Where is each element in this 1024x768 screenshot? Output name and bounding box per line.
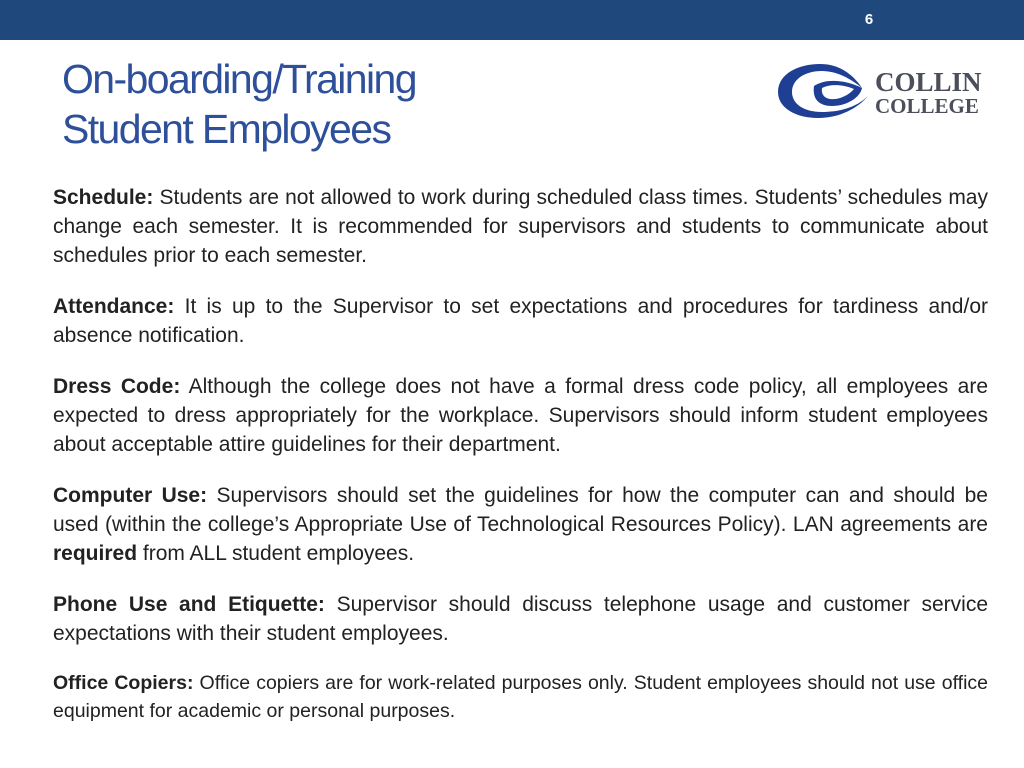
page-number: 6 <box>864 11 874 28</box>
schedule-paragraph <box>53 183 988 270</box>
phone-use-text: Supervisor should discuss telephone usage and customer service expectations with their student employees. <box>53 593 989 645</box>
office-copiers-text: Office copiers are for work-related purposes only. Student employees should not use office equipment for academic or personal purposes. <box>53 672 988 722</box>
collin-college-swoosh-icon <box>778 64 868 118</box>
schedule-label: Schedule: <box>53 186 154 209</box>
logo-text-line-1: COLLIN <box>875 67 982 97</box>
dress-code-paragraph <box>53 372 988 459</box>
page-title <box>62 54 416 154</box>
computer-use-paragraph <box>53 481 988 568</box>
dress-code-label: Dress Code: <box>53 375 181 398</box>
header-bar <box>0 0 1024 40</box>
attendance-label: Attendance: <box>53 295 175 318</box>
office-copiers-label: Office Copiers: <box>53 672 194 694</box>
page-title-line-2: Student Employees <box>62 106 391 152</box>
attendance-paragraph <box>53 292 988 350</box>
collin-college-logo <box>776 62 1000 120</box>
computer-use-emphasis: required <box>53 542 138 565</box>
computer-use-label: Computer Use: <box>53 484 208 507</box>
computer-use-text: Supervisors should set the guidelines for how the computer can and should be used (within the college’s Appropriate Use of Technological Resources Policy). LAN agreements are <box>53 484 988 536</box>
phone-use-label: Phone Use and Etiquette: <box>53 593 325 616</box>
dress-code-text: Although the college does not have a formal dress code policy, all employees are expected to dress appropriately for the workplace. Supervisors should inform student employees about acceptable attire guidelines for their department. <box>53 375 989 456</box>
phone-use-paragraph <box>53 590 988 648</box>
office-copiers-paragraph <box>53 669 988 725</box>
page-title-line-1: On-boarding/Training <box>62 56 416 102</box>
logo-text-line-2: COLLEGE <box>875 94 979 118</box>
content-body <box>53 183 988 747</box>
attendance-text: It is up to the Supervisor to set expectations and procedures for tardiness and/or absence notification. <box>53 295 988 347</box>
computer-use-text-end: from ALL student employees. <box>137 542 415 565</box>
schedule-text: Students are not allowed to work during scheduled class times. Students’ schedules may change each semester. It is recommended for supervisors and students to communicate about schedules prior to each semester. <box>53 186 988 267</box>
